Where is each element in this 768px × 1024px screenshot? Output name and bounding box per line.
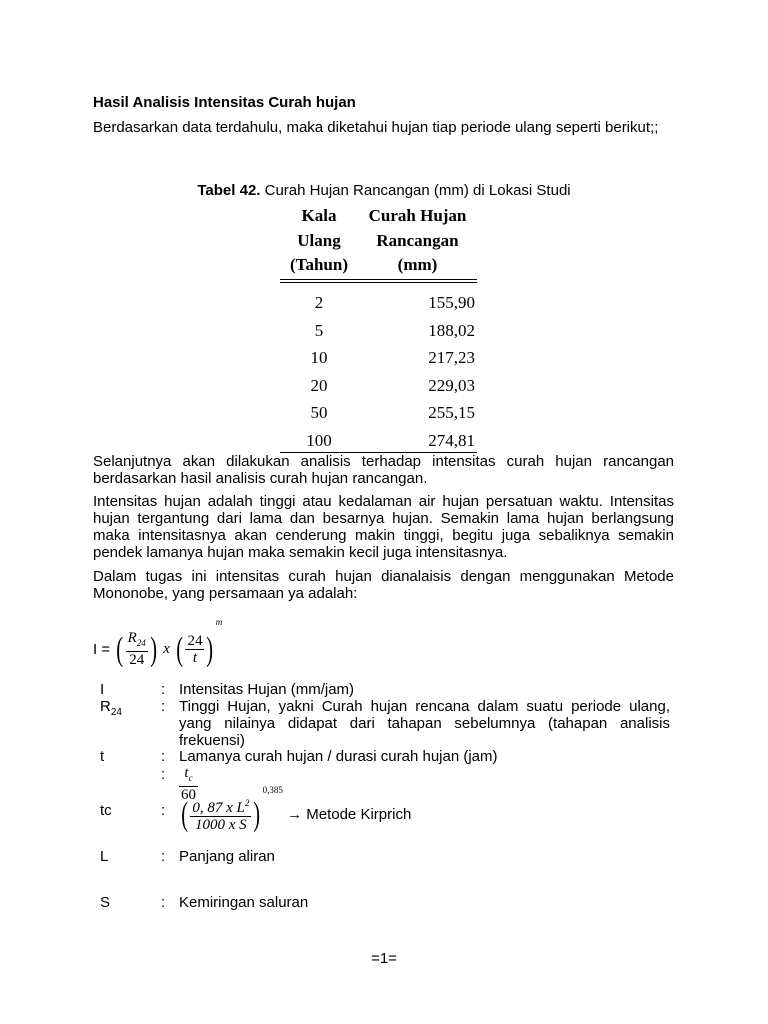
cell-period: 50 bbox=[310, 403, 328, 422]
close-paren: ) bbox=[150, 630, 157, 668]
symbol: L bbox=[100, 848, 109, 865]
close-paren: ) bbox=[206, 630, 214, 668]
fraction-r24-over-24 bbox=[126, 631, 148, 668]
cell-period: 2 bbox=[314, 293, 324, 312]
table-header bbox=[280, 204, 477, 276]
kirpich-denominator: 1000 x S bbox=[194, 817, 247, 833]
definition-text: Intensitas Hujan (mm/jam) bbox=[179, 681, 355, 698]
header-return-period bbox=[280, 204, 358, 278]
definition-text: Kemiringan saluran bbox=[179, 894, 309, 911]
symbol: tc bbox=[100, 802, 112, 819]
header-line: (mm) bbox=[397, 255, 438, 274]
cell-period: 20 bbox=[310, 375, 328, 395]
colon: : bbox=[161, 802, 166, 819]
cell-period: 10 bbox=[310, 348, 328, 367]
open-paren: ( bbox=[181, 795, 189, 833]
table-row bbox=[280, 397, 477, 425]
tc-subscript: c bbox=[188, 773, 193, 783]
paragraph-next-analysis: Selanjutnya akan dilakukan analisis terhadap intensitas curah hujan rancangan berdasarkan hasil analisis curah hujan rancangan. bbox=[93, 453, 674, 487]
kirpich-method-label: → Metode Kirprich bbox=[287, 806, 412, 823]
symbol bbox=[100, 698, 122, 721]
exponent-m: m bbox=[215, 617, 223, 627]
r-subscript: 24 bbox=[136, 638, 146, 648]
colon: : bbox=[161, 681, 166, 698]
table-row bbox=[280, 425, 477, 453]
kirpich-exponent: 0,385 bbox=[262, 785, 283, 795]
table-caption bbox=[0, 182, 768, 199]
definition-text: Lamanya curah hujan / durasi curah hujan (jam) bbox=[179, 748, 498, 765]
colon: : bbox=[161, 894, 166, 911]
cell-rainfall: 274,81 bbox=[428, 430, 475, 450]
header-design-rainfall bbox=[358, 204, 477, 278]
definition-text: Panjang aliran bbox=[179, 848, 275, 865]
numerator-superscript: 2 bbox=[244, 798, 250, 808]
formula-lhs: I = bbox=[93, 641, 111, 658]
paragraph-mononobe: Dalam tugas ini intensitas curah hujan dianalaisis dengan menggunakan Metode Mononobe, yang persamaan ya adalah: bbox=[93, 568, 674, 602]
header-rule-top bbox=[280, 279, 477, 280]
cell-rainfall: 188,02 bbox=[428, 320, 475, 340]
r-symbol: R bbox=[127, 630, 137, 646]
cell-rainfall: 229,03 bbox=[428, 375, 475, 395]
paragraph-intensity-definition: Intensitas hujan adalah tinggi atau kedalaman air hujan persatuan waktu. Intensitas hujan tergantung dari lama dan besarnya hujan. Semakin lama hujan berlangsung maka intensitasnya akan cenderung makin tinggi, begitu juga sebaliknya semakin pendek lamanya hujan maka semakin kecil juga intensitasnya. bbox=[93, 493, 674, 561]
table-row bbox=[280, 370, 477, 398]
cell-rainfall: 255,15 bbox=[428, 403, 475, 422]
table-caption-text: Curah Hujan Rancangan (mm) di Lokasi Studi bbox=[260, 182, 571, 199]
symbol-subscript: 24 bbox=[110, 707, 122, 718]
header-line: Curah Hujan bbox=[368, 206, 467, 225]
denominator-t: t bbox=[192, 649, 198, 666]
colon: : bbox=[161, 848, 166, 865]
intro-paragraph: Berdasarkan data terdahulu, maka diketahui hujan tiap periode ulang seperti berikut;; bbox=[93, 119, 659, 136]
denominator-24: 24 bbox=[129, 652, 145, 668]
colon: : bbox=[161, 766, 166, 783]
rainfall-table bbox=[280, 204, 477, 453]
fraction-kirpich bbox=[190, 796, 251, 833]
symbol: t bbox=[100, 748, 105, 765]
cell-period: 100 bbox=[306, 430, 332, 450]
colon: : bbox=[161, 698, 166, 715]
table-row bbox=[280, 287, 477, 315]
definition-text: Tinggi Hujan, yakni Curah hujan rencana dalam suatu periode ulang, yang nilainya didapat dari tahapan sebelumnya (tahapan analisis frekuensi) bbox=[179, 698, 670, 749]
cell-rainfall: 155,90 bbox=[428, 293, 475, 312]
mononobe-formula bbox=[93, 617, 223, 668]
symbol-base: R bbox=[100, 698, 111, 715]
cell-period: 5 bbox=[314, 320, 324, 340]
open-paren: ( bbox=[176, 630, 184, 668]
header-line: (Tahun) bbox=[290, 255, 348, 274]
cell-rainfall: 217,23 bbox=[428, 348, 475, 367]
header-line: Rancangan bbox=[376, 230, 459, 250]
times-symbol: x bbox=[163, 641, 170, 657]
page-number: =1= bbox=[371, 950, 397, 967]
header-line: Ulang bbox=[297, 230, 341, 250]
section-heading: Hasil Analisis Intensitas Curah hujan bbox=[93, 94, 356, 111]
table-row bbox=[280, 342, 477, 370]
header-line: Kala bbox=[301, 206, 337, 225]
denominator-60: 60 bbox=[181, 787, 196, 803]
symbol: I bbox=[100, 681, 105, 698]
symbol: S bbox=[100, 894, 111, 911]
open-paren: ( bbox=[116, 630, 124, 668]
table-row bbox=[280, 315, 477, 343]
tc-symbol: t bbox=[184, 765, 189, 781]
numerator-24: 24 bbox=[187, 632, 203, 649]
kirpich-numerator: 0, 87 x L bbox=[192, 800, 245, 816]
close-paren: ) bbox=[253, 795, 261, 833]
table-caption-label: Tabel 42. bbox=[197, 182, 261, 199]
fraction-24-over-t bbox=[185, 634, 204, 666]
colon: : bbox=[161, 748, 166, 765]
